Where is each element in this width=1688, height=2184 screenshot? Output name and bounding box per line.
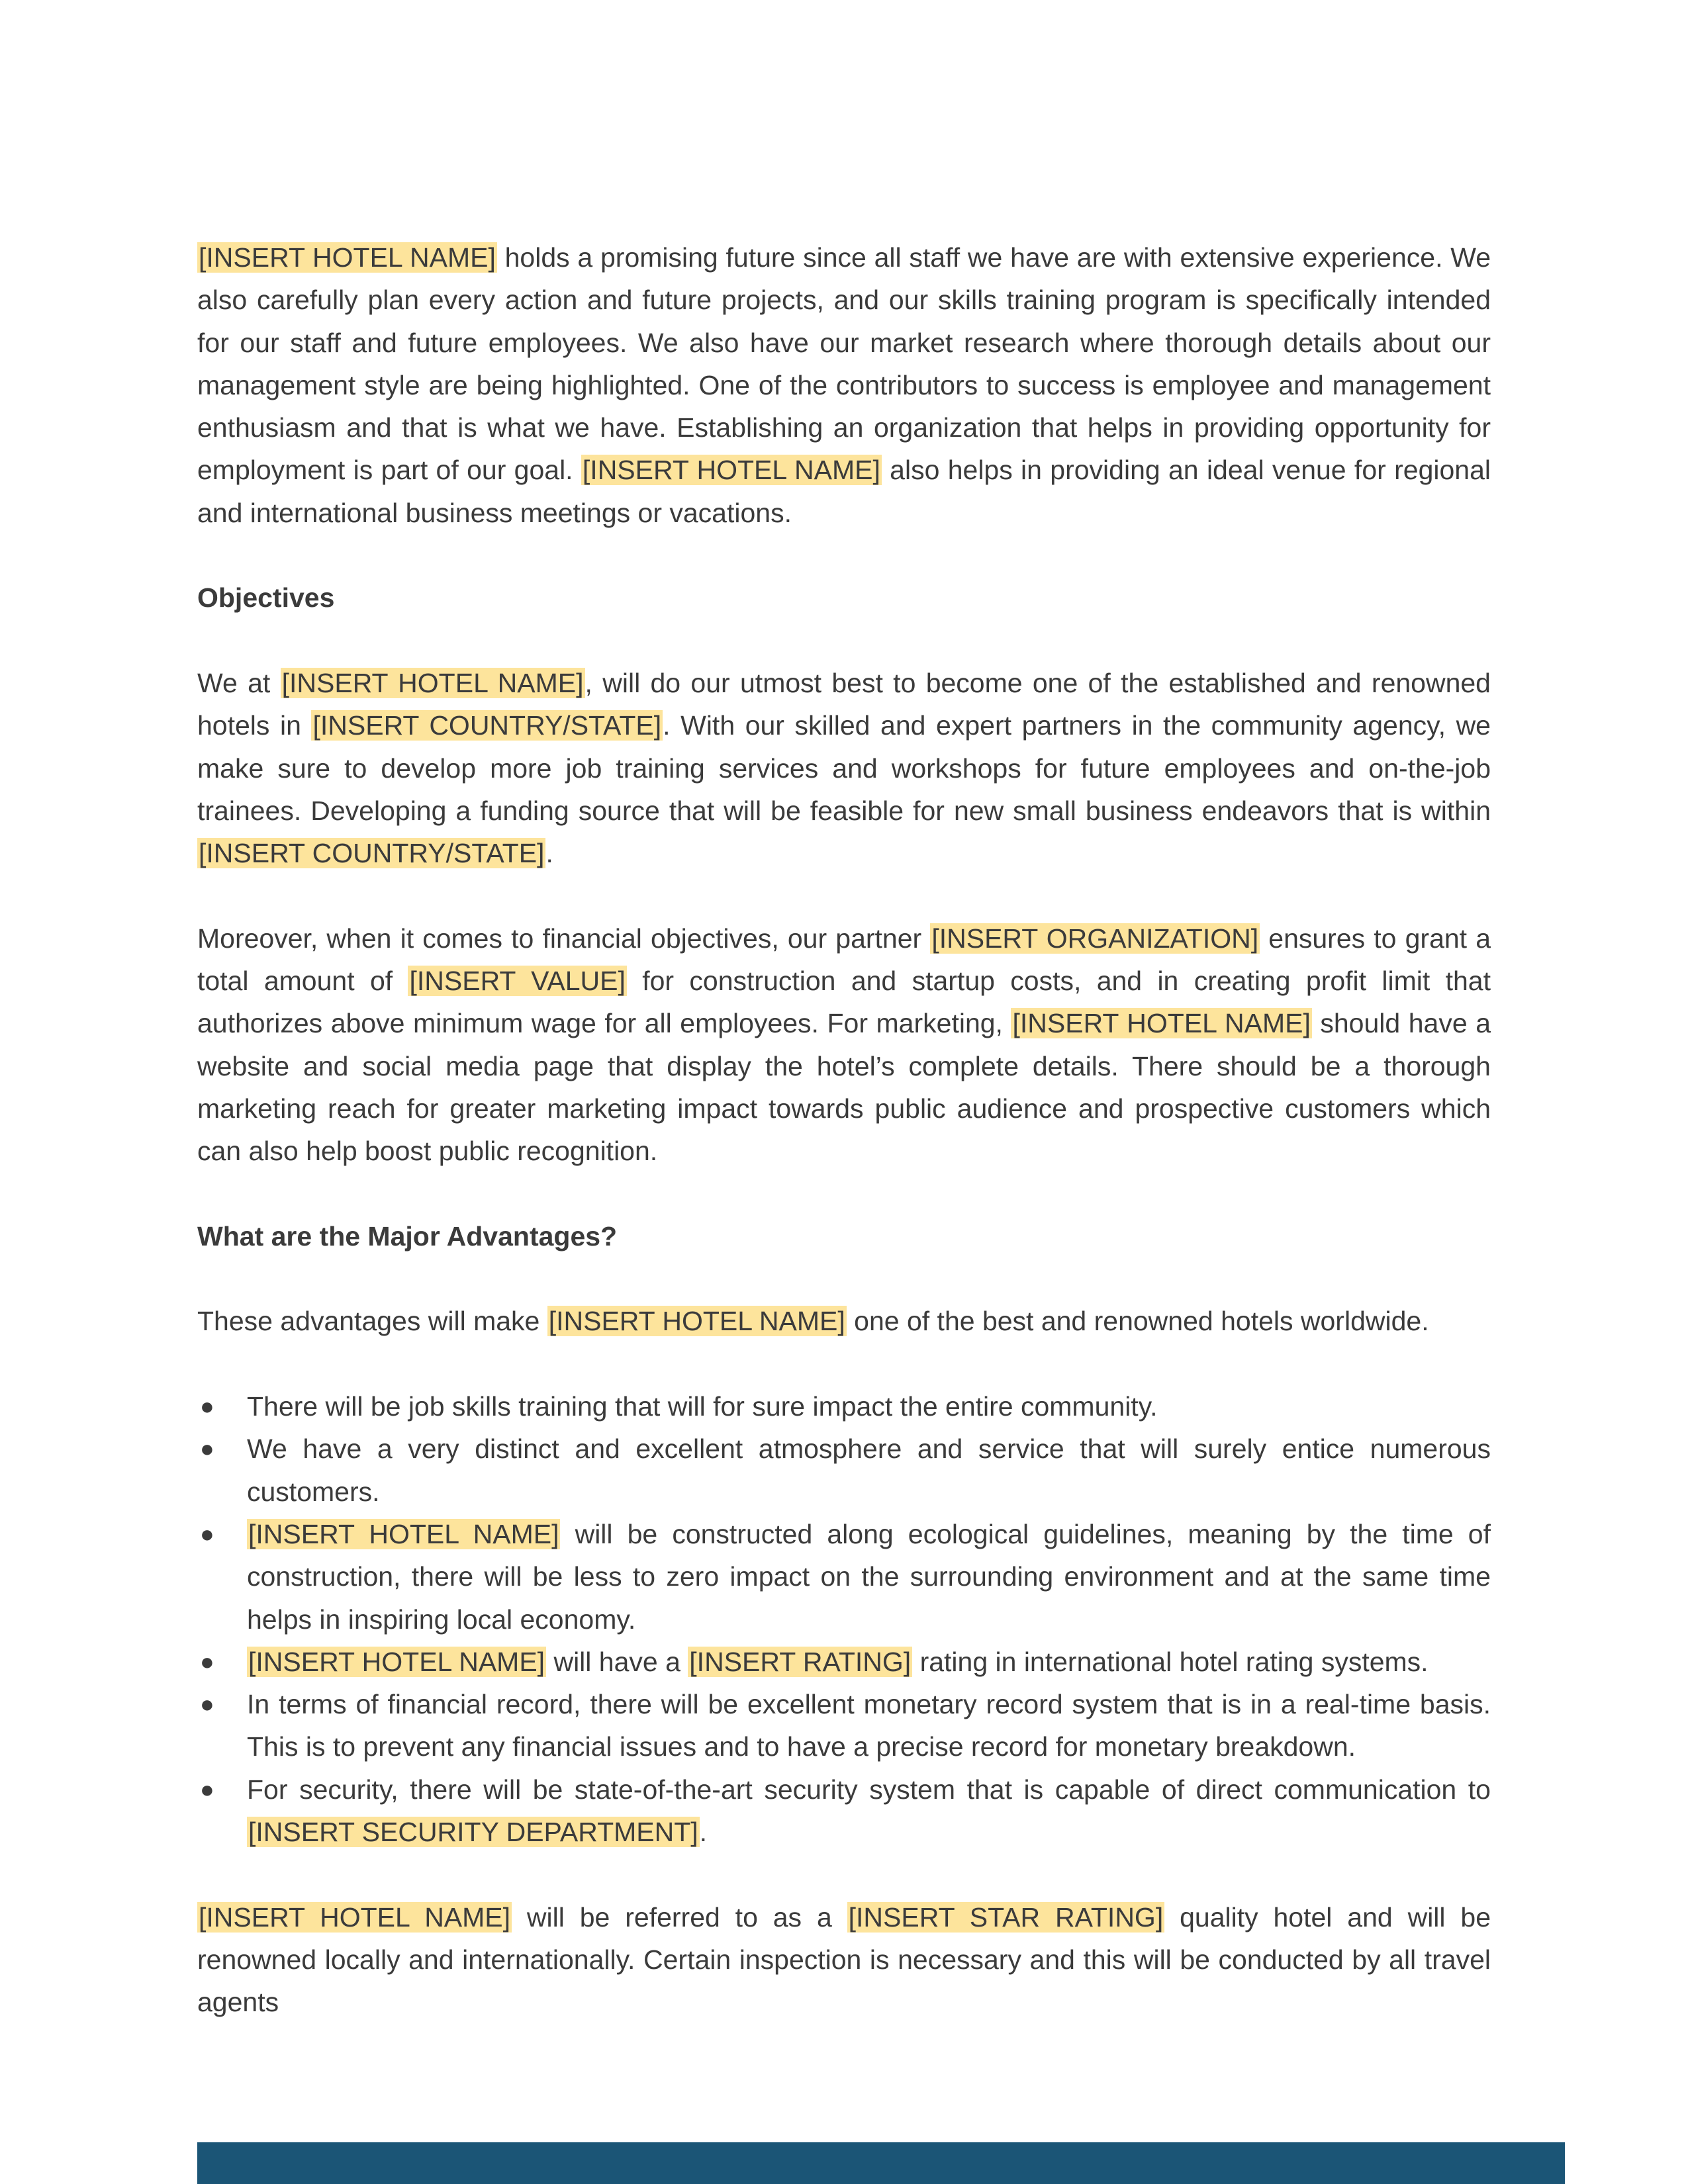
text-run: We have a very distinct and excellent atmosphere and service that will surely entice numerous customers. — [247, 1433, 1491, 1507]
list-item — [197, 1641, 1491, 1683]
text-run: For security, there will be state-of-the-art security system that is capable of direct communication to — [247, 1774, 1491, 1805]
text-run: . — [545, 838, 553, 869]
text-run: These advantages will make — [197, 1306, 547, 1337]
objectives-heading: Objectives — [197, 582, 335, 614]
text-run: one of the best and renowned hotels worldwide. — [846, 1306, 1429, 1337]
bullet-icon: ● — [200, 1647, 214, 1675]
text-run: , will do our utmost best to become one of the established and renowned hotels in — [197, 667, 1491, 741]
list-item — [197, 1768, 1491, 1854]
bullet-icon: ● — [200, 1690, 214, 1718]
text-run: Moreover, when it comes to financial objectives, our partner — [197, 923, 931, 954]
text-run: should have a website and social media page that display the hotel’s complete details. There should be a thorough marketing reach for greater marketing impact towards public audience and prospective customers which can also help boost public recognition. — [197, 1008, 1491, 1167]
text-run: also helps in providing an ideal venue for regional and international business meetings or vacations. — [197, 455, 1491, 528]
placeholder-country-state: [INSERT COUNTRY/STATE] — [312, 710, 662, 741]
placeholder-hotel-name: [INSERT HOTEL NAME] — [248, 1646, 545, 1677]
placeholder-hotel-name: [INSERT HOTEL NAME] — [199, 1901, 511, 1933]
placeholder-rating: [INSERT RATING] — [689, 1646, 912, 1677]
text-run: quality hotel and will be renowned locally and internationally. Certain inspection is necessary and this will be conducted by all travel agents — [197, 1901, 1491, 2018]
placeholder-hotel-name: [INSERT HOTEL NAME] — [281, 667, 584, 698]
list-item — [197, 1513, 1491, 1641]
text-run: for construction and startup costs, and in creating profit limit that authorizes above minimum wage for all employees. For marketing, — [197, 966, 1491, 1039]
text-run: There will be job skills training that will for sure impact the entire community. — [247, 1391, 1158, 1422]
objectives-paragraph-1 — [197, 662, 1491, 874]
text-run: will be referred to as a — [512, 1901, 847, 1933]
bullet-icon: ● — [200, 1392, 214, 1420]
placeholder-hotel-name: [INSERT HOTEL NAME] — [199, 242, 496, 273]
text-run: will have a — [546, 1646, 688, 1677]
intro-paragraph — [197, 236, 1491, 534]
placeholder-value: [INSERT VALUE] — [409, 966, 626, 997]
placeholder-star-rating: [INSERT STAR RATING] — [848, 1901, 1164, 1933]
text-run: ensures to grant a total amount of — [197, 923, 1491, 997]
text-run: will be constructed along ecological guidelines, meaning by the time of construction, there will be less to zero impact on the surrounding environment and at the same time helps in inspiring local economy. — [247, 1518, 1491, 1635]
list-item — [197, 1428, 1491, 1513]
placeholder-security-department: [INSERT SECURITY DEPARTMENT] — [248, 1816, 698, 1847]
placeholder-hotel-name: [INSERT HOTEL NAME] — [1012, 1008, 1311, 1039]
text-run: rating in international hotel rating systems. — [912, 1646, 1429, 1677]
text-run: We at — [197, 667, 281, 698]
advantages-heading: What are the Major Advantages? — [197, 1220, 618, 1251]
placeholder-hotel-name: [INSERT HOTEL NAME] — [548, 1306, 845, 1337]
text-run: . With our skilled and expert partners in the community agency, we make sure to develop more job training services and workshops for future employees and on-the-job trainees. Developing a funding source that will be feasible for new small business endeavors that is within — [197, 710, 1491, 826]
bullet-icon: ● — [200, 1775, 214, 1803]
placeholder-hotel-name: [INSERT HOTEL NAME] — [582, 455, 880, 486]
list-item — [197, 1385, 1491, 1428]
advantages-list — [197, 1385, 1491, 1853]
advantages-intro — [197, 1300, 1491, 1342]
closing-paragraph — [197, 1896, 1491, 2024]
objectives-paragraph-2 — [197, 917, 1491, 1173]
placeholder-country-state: [INSERT COUNTRY/STATE] — [199, 838, 545, 869]
document-body — [197, 236, 1491, 2066]
footer-bar — [197, 2142, 1565, 2184]
text-run: In terms of financial record, there will be excellent monetary record system that is in a real-time basis. This is to prevent any financial issues and to have a precise record for monetary breakdown. — [247, 1689, 1491, 1762]
bullet-icon: ● — [200, 1435, 214, 1463]
text-run: . — [699, 1816, 708, 1847]
placeholder-organization: [INSERT ORGANIZATION] — [931, 923, 1259, 954]
bullet-icon: ● — [200, 1520, 214, 1547]
text-run: holds a promising future since all staff we have are with extensive experience. We also carefully plan every action and future projects, and our skills training program is specifically intended for our staff and future employees. We also have our market research where thorough details about our management style are being highlighted. One of the contributors to success is employee and management enthusiasm and that is what we have. Establishing an organization that helps in providing opportunity for employment is part of our goal. — [197, 242, 1491, 486]
placeholder-hotel-name: [INSERT HOTEL NAME] — [248, 1518, 559, 1549]
list-item — [197, 1683, 1491, 1768]
